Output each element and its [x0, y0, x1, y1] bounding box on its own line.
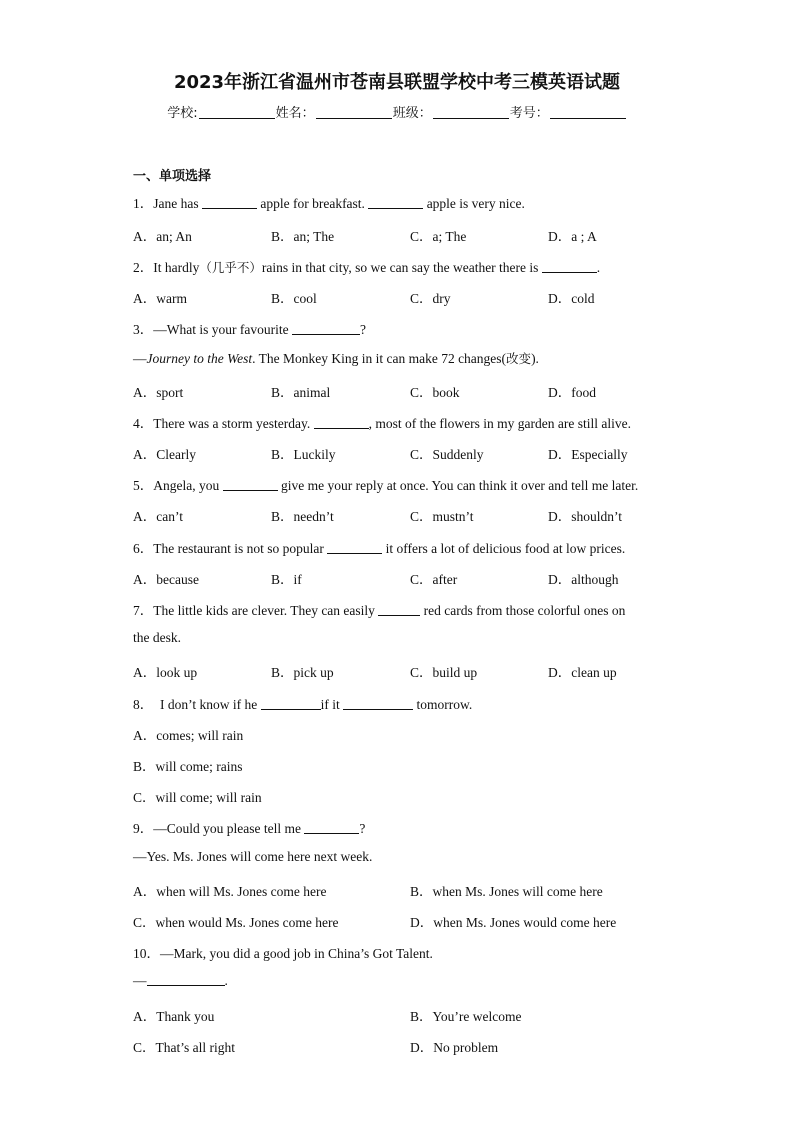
- option-c[interactable]: C．build up: [410, 665, 478, 680]
- option-b[interactable]: B．will come; rains: [133, 759, 243, 774]
- answer-blank[interactable]: [314, 416, 369, 429]
- option-d[interactable]: D．No problem: [410, 1040, 499, 1055]
- question-text: give me your reply at once. You can think it over and tell me later.: [277, 478, 639, 493]
- question-text: The little kids are clever. They can easily: [153, 603, 379, 618]
- option-c[interactable]: C．That’s all right: [133, 1040, 235, 1055]
- option-a[interactable]: A．comes; will rain: [133, 728, 244, 743]
- question-number: 2．: [133, 260, 154, 275]
- option-a[interactable]: A．when will Ms. Jones come here: [133, 884, 327, 899]
- question-text: if it: [320, 697, 344, 712]
- question-number: 3．: [133, 322, 154, 337]
- question-text: .: [224, 973, 228, 988]
- answer-blank[interactable]: [368, 196, 423, 209]
- option-c[interactable]: C．will come; will rain: [133, 790, 262, 805]
- option-d[interactable]: D．Especially: [548, 447, 628, 462]
- question-text: There was a storm yesterday.: [153, 416, 314, 431]
- option-d[interactable]: D．when Ms. Jones would come here: [410, 915, 617, 930]
- question-text: —Could you please tell me: [153, 821, 305, 836]
- question-text: ?: [359, 821, 366, 836]
- answer-blank[interactable]: [378, 603, 420, 616]
- question-text: rains in that city, so we can say the weather there is: [261, 260, 542, 275]
- option-d[interactable]: D．clean up: [548, 665, 617, 680]
- question-text: . The Monkey King in it can make 72 changes(: [252, 351, 507, 366]
- question-3-line-2: [133, 349, 539, 367]
- question-text: —: [133, 973, 147, 988]
- answer-blank[interactable]: [292, 322, 360, 335]
- exam-number-blank[interactable]: [550, 106, 626, 119]
- option-d[interactable]: D．although: [548, 572, 619, 587]
- question-number: 1．: [133, 196, 154, 211]
- class-label: 班级：: [392, 106, 432, 121]
- question-text: —Mark, you did a good job in China’s Got Talent.: [160, 946, 433, 961]
- question-number: 10．: [133, 946, 160, 961]
- question-number: 6．: [133, 541, 154, 556]
- question-text: , most of the flowers in my garden are still alive.: [368, 416, 631, 431]
- question-gloss: （几乎不）: [199, 260, 262, 275]
- question-1: [133, 192, 525, 212]
- option-d[interactable]: D．a ; A: [548, 229, 597, 244]
- answer-blank[interactable]: [202, 196, 257, 209]
- option-c[interactable]: C．mustn’t: [410, 509, 474, 524]
- page-title: 2023年浙江省温州市苍南县联盟学校中考三模英语试题: [173, 72, 621, 93]
- option-d[interactable]: D．food: [548, 385, 596, 400]
- option-c[interactable]: C．Suddenly: [410, 447, 484, 462]
- option-a[interactable]: A．Clearly: [133, 447, 196, 462]
- section-heading: 一、单项选择: [133, 169, 212, 184]
- option-d[interactable]: D．cold: [548, 291, 595, 306]
- answer-blank[interactable]: [343, 697, 413, 710]
- class-blank[interactable]: [433, 106, 509, 119]
- option-b[interactable]: B．when Ms. Jones will come here: [410, 884, 603, 899]
- option-a[interactable]: A．an; An: [133, 229, 192, 244]
- option-b[interactable]: B．cool: [271, 291, 317, 306]
- school-label: 学校:: [167, 106, 198, 121]
- answer-blank[interactable]: [261, 697, 321, 710]
- answer-blank[interactable]: [223, 478, 278, 491]
- option-b[interactable]: B．needn’t: [271, 509, 334, 524]
- question-3: [133, 318, 366, 338]
- question-text: —: [133, 351, 147, 366]
- question-number: 4．: [133, 416, 154, 431]
- student-info-line: [0, 102, 794, 121]
- option-c[interactable]: C．book: [410, 385, 460, 400]
- option-a[interactable]: A．warm: [133, 291, 187, 306]
- question-gloss: 改变: [506, 351, 532, 366]
- question-text: It hardly: [153, 260, 200, 275]
- answer-blank[interactable]: [327, 541, 382, 554]
- option-b[interactable]: B．if: [271, 572, 302, 587]
- question-text: .: [596, 260, 601, 275]
- question-text: ).: [531, 351, 539, 366]
- question-5: [133, 474, 638, 494]
- question-9-line-2: —Yes. Ms. Jones will come here next week.: [133, 849, 373, 864]
- question-2: [133, 256, 600, 276]
- question-4: [133, 412, 631, 432]
- answer-blank[interactable]: [147, 973, 225, 986]
- school-blank[interactable]: [199, 106, 275, 119]
- question-9: [133, 817, 365, 837]
- option-c[interactable]: C．after: [410, 572, 458, 587]
- question-text: —What is your favourite: [153, 322, 292, 337]
- option-c[interactable]: C．when would Ms. Jones come here: [133, 915, 339, 930]
- question-text: Jane has: [153, 196, 202, 211]
- question-8: [133, 693, 472, 713]
- option-a[interactable]: A．can’t: [133, 509, 183, 524]
- option-b[interactable]: B．You’re welcome: [410, 1009, 522, 1024]
- question-7: [133, 599, 625, 619]
- option-a[interactable]: A．Thank you: [133, 1009, 215, 1024]
- option-c[interactable]: C．dry: [410, 291, 451, 306]
- answer-blank[interactable]: [304, 821, 359, 834]
- question-6: [133, 537, 625, 557]
- question-text: I don’t know if he: [160, 697, 261, 712]
- exam-number-label: 考号：: [509, 106, 549, 121]
- question-number: 8．: [133, 697, 154, 712]
- book-title: Journey to the West: [146, 351, 253, 366]
- question-10-line-2: [133, 973, 228, 989]
- option-b[interactable]: B．pick up: [271, 665, 334, 680]
- question-number: 7．: [133, 603, 154, 618]
- question-text: The restaurant is not so popular: [153, 541, 328, 556]
- name-label: 姓名：: [275, 106, 315, 121]
- option-d[interactable]: D．shouldn’t: [548, 509, 623, 524]
- question-10: [133, 942, 433, 962]
- option-a[interactable]: A．because: [133, 572, 199, 587]
- question-text: tomorrow.: [413, 697, 473, 712]
- question-text: apple for breakfast.: [256, 196, 369, 211]
- name-blank[interactable]: [316, 106, 392, 119]
- question-text: red cards from those colorful ones on: [420, 603, 626, 618]
- option-b[interactable]: B．Luckily: [271, 447, 336, 462]
- question-7-line-2: the desk.: [133, 630, 181, 645]
- option-b[interactable]: B．an; The: [271, 229, 335, 244]
- question-text: it offers a lot of delicious food at low prices.: [382, 541, 626, 556]
- question-text: apple is very nice.: [423, 196, 525, 211]
- option-c[interactable]: C．a; The: [410, 229, 467, 244]
- question-number: 5．: [133, 478, 154, 493]
- question-number: 9．: [133, 821, 154, 836]
- option-b[interactable]: B．animal: [271, 385, 331, 400]
- option-a[interactable]: A．sport: [133, 385, 184, 400]
- question-text: ?: [359, 322, 366, 337]
- answer-blank[interactable]: [542, 260, 597, 273]
- question-text: Angela, you: [153, 478, 223, 493]
- option-a[interactable]: A．look up: [133, 665, 198, 680]
